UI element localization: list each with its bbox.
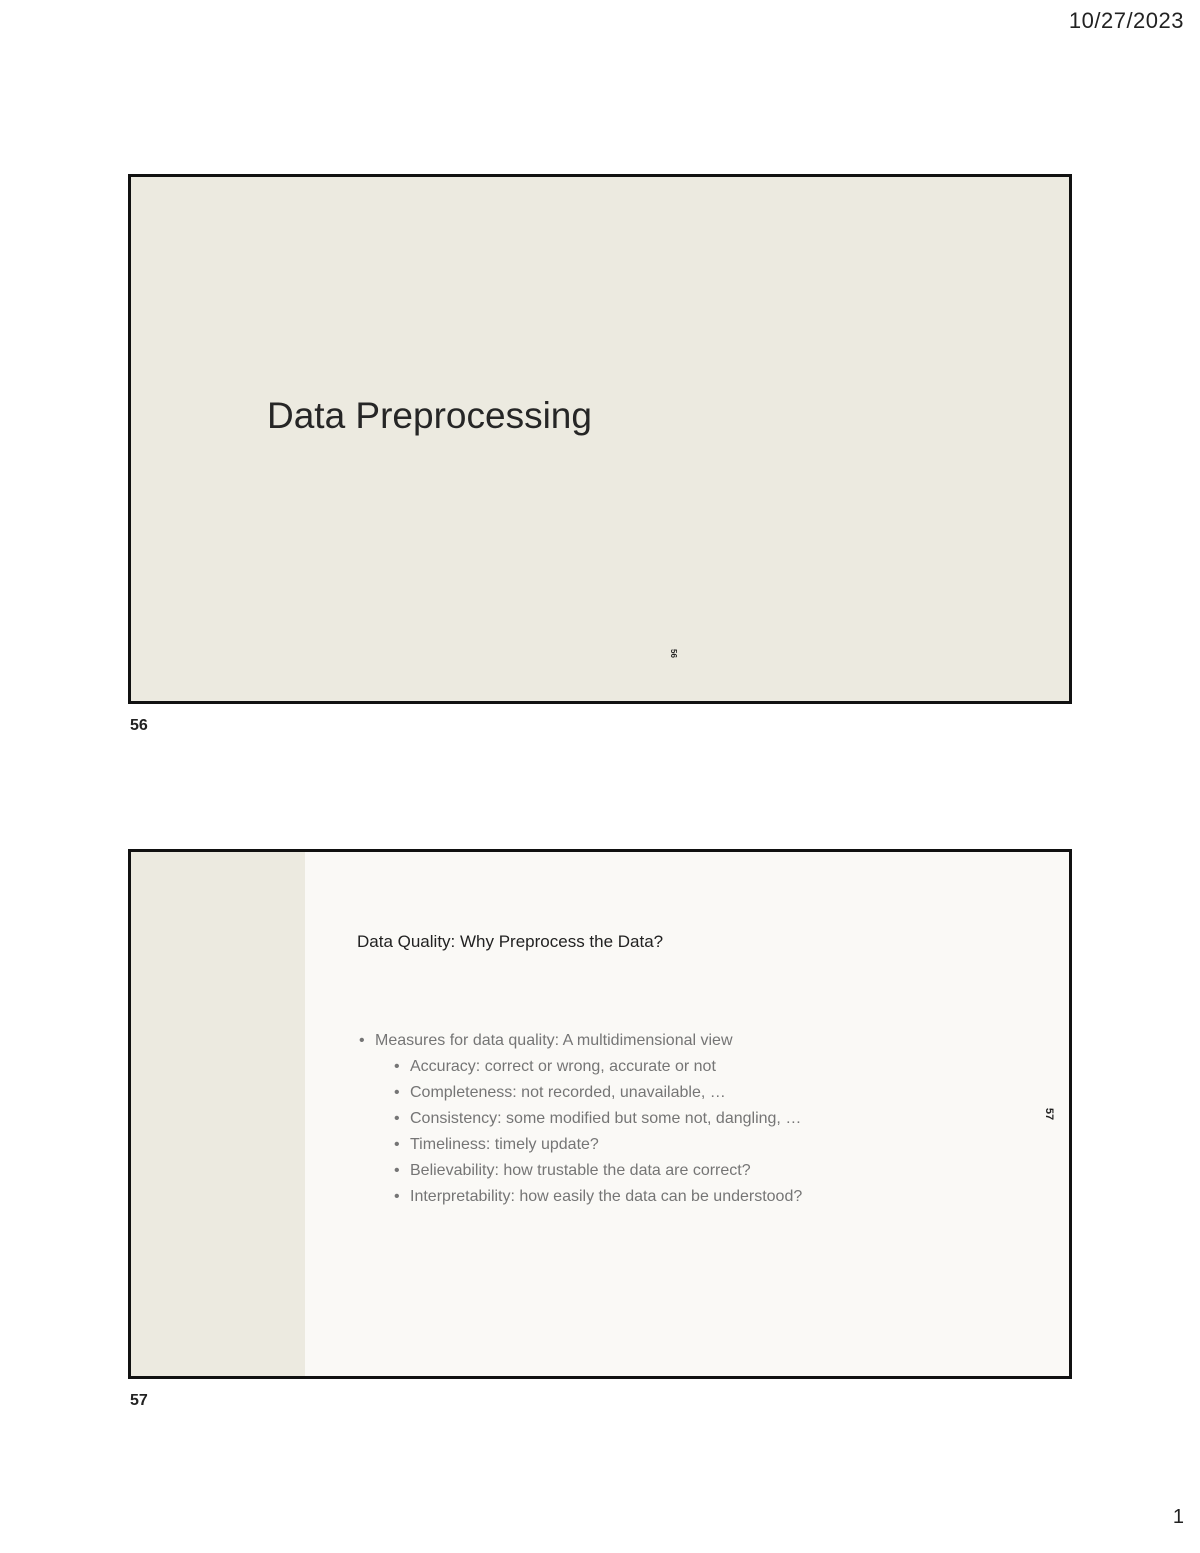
page-date: 10/27/2023 xyxy=(1068,8,1184,33)
slide-title: Data Quality: Why Preprocess the Data? xyxy=(357,932,664,951)
slide-57 xyxy=(128,849,1072,1379)
sub-bullet-believability: • Believability: how trustable the data are correct? xyxy=(392,1160,857,1181)
slide-corner-number: 56 xyxy=(668,649,678,658)
sub-bullet-consistency: • Consistency: some modified but some not, dangling, … xyxy=(392,1108,857,1129)
sub-bullet-completeness: • Completeness: not recorded, unavailable, … xyxy=(392,1082,857,1103)
slide-caption-57: 57 xyxy=(130,1392,148,1409)
sub-bullet-list xyxy=(375,1056,857,1207)
slide-caption-56: 56 xyxy=(130,717,148,734)
slide-corner-number: 57 xyxy=(1042,1107,1055,1121)
bullet-list xyxy=(357,1030,857,1212)
slide-56 xyxy=(128,174,1072,704)
sub-bullet-timeliness: • Timeliness: timely update? xyxy=(392,1134,857,1155)
slide-title: Data Preprocessing xyxy=(267,395,592,436)
sub-bullet-interpretability: • Interpretability: how easily the data can be understood? xyxy=(392,1186,857,1207)
bullet-item xyxy=(357,1030,857,1207)
page-number: 1 xyxy=(1172,1506,1184,1528)
sub-bullet-accuracy: • Accuracy: correct or wrong, accurate or not xyxy=(392,1056,857,1077)
slide-side-panel xyxy=(131,852,305,1376)
bullet-text: Measures for data quality: A multidimensional view xyxy=(375,1032,733,1049)
